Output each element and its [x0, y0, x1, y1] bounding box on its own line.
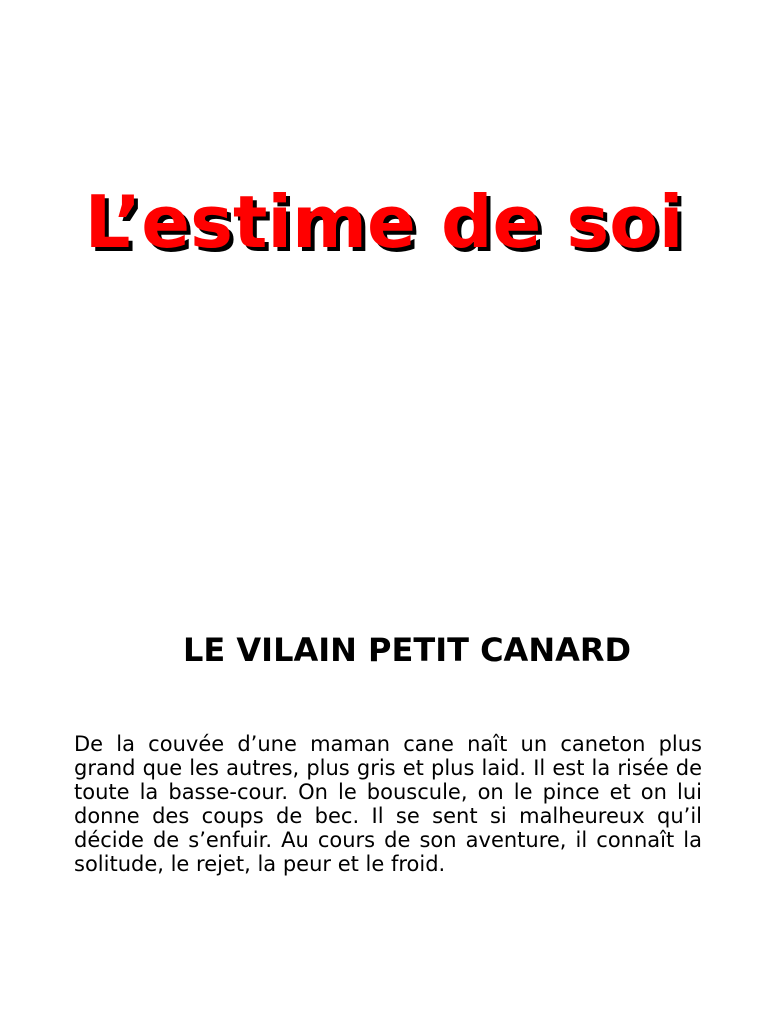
story-paragraph: De la couvée d’une maman cane naît un caneton plus grand que les autres, plus gris et plus laid. Il est la risée de toute la basse-cour. On le bouscule, on le pince et on lui donne des coups de bec. Il se sent si malheureux qu’il décide de s’enfuir. Au cours de son aventure, il connaît la solitude, le rejet, la peur et le froid. [74, 732, 702, 876]
slide-title: L’estime de soi [84, 180, 684, 264]
story-heading: LE VILAIN PETIT CANARD [183, 631, 632, 669]
